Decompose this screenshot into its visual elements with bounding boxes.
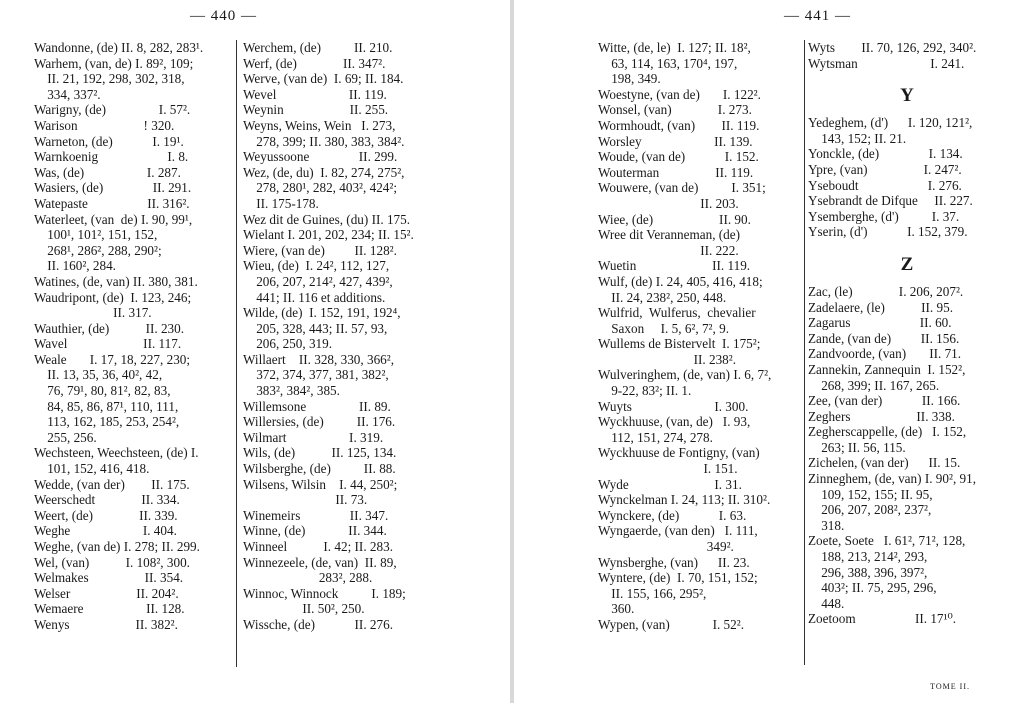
index-entry: Warhem, (van, de) I. 89², 109; [34,55,194,71]
index-entry: Witte, (de, le) I. 127; II. 18², [598,40,751,55]
index-entry: Werf, (de) II. 347². [243,55,386,71]
left-page [0,0,510,703]
index-entry: Wyde I. 31. [598,476,742,492]
index-entry: 268, 399; II. 167, 265. [808,377,940,393]
index-entry: Yonckle, (de) I. 134. [808,146,963,162]
index-entry: 63, 114, 163, 170⁴, 197, [598,55,738,71]
index-entry: 205, 328, 443; II. 57, 93, [243,320,388,336]
index-column-1 [34,40,232,633]
volume-footer: TOME II. [930,682,970,691]
index-entry: II. 24, 238², 250, 448. [598,289,727,305]
index-entry: Wechsteen, Weechsteen, (de) I. [34,445,199,461]
index-entry: Zee, (van der) II. 166. [808,393,961,409]
index-entry: Warnkoenig I. 8. [34,149,189,165]
index-entry: 318. [808,517,845,533]
index-entry: Wasiers, (de) II. 291. [34,180,192,196]
index-entry: Zannekin, Zannequin I. 152², [808,361,966,377]
index-entry: 296, 388, 396, 397², [808,564,928,580]
index-entry: Winemeirs II. 347. [243,507,389,523]
index-entry: Ypre, (van) I. 247². [808,161,962,177]
index-entry: Wulf, (de) I. 24, 405, 416, 418; [598,273,763,289]
index-entry: Wypen, (van) I. 52². [598,616,744,632]
index-entry: 113, 162, 185, 253, 254², [34,414,180,430]
index-entry: Weert, (de) II. 339. [34,507,178,523]
index-entry: Welmakes II. 354. [34,570,184,586]
index-entry: Waterleet, (van de) I. 90, 99¹, [34,211,193,227]
section-letter: Y [900,85,914,107]
index-entry: Weerschedt II. 334. [34,492,180,508]
column-rule [804,40,805,665]
index-entry: Yserin, (d') I. 152, 379. [808,224,968,240]
index-entry: 109, 152, 155; II. 95, [808,486,933,502]
index-entry: Wilsberghe, (de) II. 88. [243,461,396,477]
index-entry: Wynckere, (de) I. 63. [598,507,747,523]
index-entry: Zandvoorde, (van) II. 71. [808,346,962,362]
index-entry: Yseboudt I. 276. [808,177,962,193]
index-entry: Ysemberghe, (d') I. 37. [808,208,960,224]
index-entry: Wielant I. 201, 202, 234; II. 15². [243,227,414,243]
index-entry: 383², 384², 385. [243,383,340,399]
index-entry: 334, 337². [34,86,101,102]
index-entry: Wyckhuuse de Fontigny, (van) [598,445,760,461]
index-entry: Weyns, Weins, Wein I. 273, [243,117,396,133]
index-entry: 349². [598,539,734,554]
index-entry: Wieu, (de) I. 24², 112, 127, [243,258,390,274]
index-entry: Weyussoone II. 299. [243,149,398,165]
index-entry: Zeghers II. 338. [808,408,955,424]
index-entry: Wel, (van) I. 108², 300. [34,554,190,570]
index-entry: I. 151. [598,461,738,477]
index-entry: Zichelen, (van der) II. 15. [808,455,961,471]
index-column-4 [808,40,1006,627]
index-entry: Wedde, (van der) II. 175. [34,476,190,492]
index-entry: Wez dit de Guines, (du) II. 175. [243,211,411,227]
index-entry: Warison ! 320. [34,117,175,133]
index-entry: Wavel II. 117. [34,336,182,352]
index-entry: 100¹, 101², 151, 152, [34,227,158,243]
index-entry: Wilde, (de) I. 152, 191, 192⁴, [243,305,401,321]
index-entry: Zac, (le) I. 206, 207². [808,283,964,299]
index-entry: 255, 256. [34,429,97,445]
index-entry: II. 203. [598,195,739,211]
index-entry: Wullems de Bistervelt I. 175²; [598,336,761,352]
index-entry: Willersies, (de) II. 176. [243,414,396,430]
index-entry: Wytsman I. 241. [808,55,965,71]
index-entry: Wenys II. 382². [34,616,178,632]
index-entry: Wonsel, (van) I. 273. [598,102,752,118]
index-entry: Wormhoudt, (van) II. 119. [598,117,760,133]
index-column-2 [243,40,433,633]
index-entry: 206, 207, 214², 427, 439², [243,273,393,289]
index-column-3 [598,40,798,633]
index-entry: II. 175-178. [243,195,319,211]
index-entry: Werchem, (de) II. 210. [243,40,393,55]
index-entry: Willaert II. 328, 330, 366², [243,351,395,367]
index-entry: 268¹, 286², 288, 290²; [34,242,162,258]
index-entry: II. 317. [34,305,152,321]
index-entry: Wilmart I. 319. [243,429,384,445]
index-entry: Zande, (van de) II. 156. [808,330,960,346]
index-entry: 188, 213, 214², 293, [808,549,928,565]
index-entry: Winnoc, Winnock I. 189; [243,585,406,601]
index-entry: 278, 399; II. 380, 383, 384². [243,133,405,149]
index-entry: Weynin II. 255. [243,102,389,118]
index-entry: 76, 79¹, 80, 81², 82, 83, [34,383,171,399]
index-entry: Willemsone II. 89. [243,398,391,414]
index-entry: II. 13, 35, 36, 40², 42, [34,367,163,383]
index-entry: Zoetoom II. 17¹⁰. [808,611,957,627]
index-entry: Wyts II. 70, 126, 292, 340². [808,40,977,55]
index-entry: Zagarus II. 60. [808,315,952,331]
index-entry: II. 238². [598,351,737,367]
index-entry: Wevel II. 119. [243,86,387,102]
index-entry: II. 50², 250. [243,601,365,617]
index-entry: Wree dit Veranneman, (de) [598,227,741,243]
index-entry: Wils, (de) II. 125, 134. [243,445,397,461]
index-entry: 403²; II. 75, 295, 296, [808,580,937,596]
index-entry: Wuetin II. 119. [598,258,751,274]
section-letter: Z [900,253,914,275]
index-entry: 143, 152; II. 21. [808,130,907,146]
index-entry: 448. [808,595,845,611]
index-entry: Wemaere II. 128. [34,601,185,617]
index-entry: II. 222. [598,242,739,258]
index-entry: Worsley II. 139. [598,133,753,149]
index-entry: Waudripont, (de) I. 123, 246; [34,289,192,305]
index-entry: Winneel I. 42; II. 283. [243,539,393,554]
right-page [514,0,1024,703]
index-entry: 283², 288. [243,570,373,586]
index-entry: Wouwere, (van de) I. 351; [598,180,766,196]
index-entry: Ysebrandt de Difque II. 227. [808,193,973,209]
column-rule [236,40,237,667]
index-entry: Wilsens, Wilsin I. 44, 250²; [243,476,398,492]
index-entry: 198, 349. [598,71,661,87]
index-entry: 206, 250, 319. [243,336,333,352]
index-entry: II. 155, 166, 295², [598,585,707,601]
index-entry: 84, 85, 86, 87¹, 110, 111, [34,398,179,414]
index-entry: Zegherscappelle, (de) I. 152, [808,424,967,440]
index-entry: 441; II. 116 et additions. [243,289,386,305]
index-entry: Welser II. 204². [34,585,179,601]
index-entry: Zinneghem, (de, van) I. 90², 91, [808,471,977,487]
index-entry: Watines, (de, van) II. 380, 381. [34,273,198,289]
index-entry: Woude, (van de) I. 152. [598,149,759,165]
index-entry: Was, (de) I. 287. [34,164,181,180]
index-entry: Weghe I. 404. [34,523,177,539]
index-entry: Wynsberghe, (van) II. 23. [598,554,750,570]
index-entry: Winne, (de) II. 344. [243,523,387,539]
index-entry: Wiere, (van de) II. 128². [243,242,397,258]
index-entry: Wyngaerde, (van den) I. 111, [598,523,758,539]
index-entry: Werve, (van de) I. 69; II. 184. [243,71,404,87]
index-entry: Wissche, (de) II. 276. [243,616,393,632]
index-entry: Saxon I. 5, 6², 7², 9. [598,320,729,336]
page-number: — 440 — [190,8,257,24]
index-entry: II. 160², 284. [34,258,116,274]
index-entry: Warneton, (de) I. 19¹. [34,133,184,149]
index-entry: 206, 207, 208², 237², [808,502,932,518]
index-entry: Wyntere, (de) I. 70, 151, 152; [598,570,758,586]
index-entry: Wouterman II. 119. [598,164,754,180]
index-entry: Wynckelman I. 24, 113; II. 310². [598,492,771,508]
index-entry: Wulveringhem, (de, van) I. 6, 7², [598,367,772,383]
index-entry: Yedeghem, (d') I. 120, 121², [808,115,973,131]
index-entry: Zadelaere, (le) II. 95. [808,299,953,315]
index-entry: Zoete, Soete I. 61², 71², 128, [808,533,966,549]
index-entry: 9-22, 83²; II. 1. [598,383,692,399]
index-entry: Watepaste II. 316². [34,195,190,211]
index-entry: Wuyts I. 300. [598,398,749,414]
index-entry: Wez, (de, du) I. 82, 274, 275², [243,164,405,180]
index-entry: Wyckhuuse, (van, de) I. 93, [598,414,751,430]
index-entry: Weghe, (van de) I. 278; II. 299. [34,539,200,554]
index-entry: Winnezeele, (de, van) II. 89, [243,554,397,570]
index-entry: 278, 280¹, 282, 403², 424²; [243,180,397,196]
page-number: — 441 — [784,8,851,24]
index-entry: Warigny, (de) I. 57². [34,102,191,118]
index-entry: Wulfrid, Wulferus, chevalier [598,305,756,321]
index-entry: Weale I. 17, 18, 227, 230; [34,351,191,367]
index-entry: Woestyne, (van de) I. 122². [598,86,761,102]
index-entry: 112, 151, 274, 278. [598,429,713,445]
index-entry: II. 21, 192, 298, 302, 318, [34,71,185,87]
index-entry: 101, 152, 416, 418. [34,461,150,477]
index-entry: 263; II. 56, 115. [808,439,906,455]
index-entry: Wauthier, (de) II. 230. [34,320,185,336]
index-entry: Wandonne, (de) II. 8, 282, 283¹. [34,40,204,55]
index-entry: II. 73. [243,492,368,508]
index-entry: Wiee, (de) II. 90. [598,211,751,227]
index-entry: 372, 374, 377, 381, 382², [243,367,389,383]
index-entry: 360. [598,601,635,617]
